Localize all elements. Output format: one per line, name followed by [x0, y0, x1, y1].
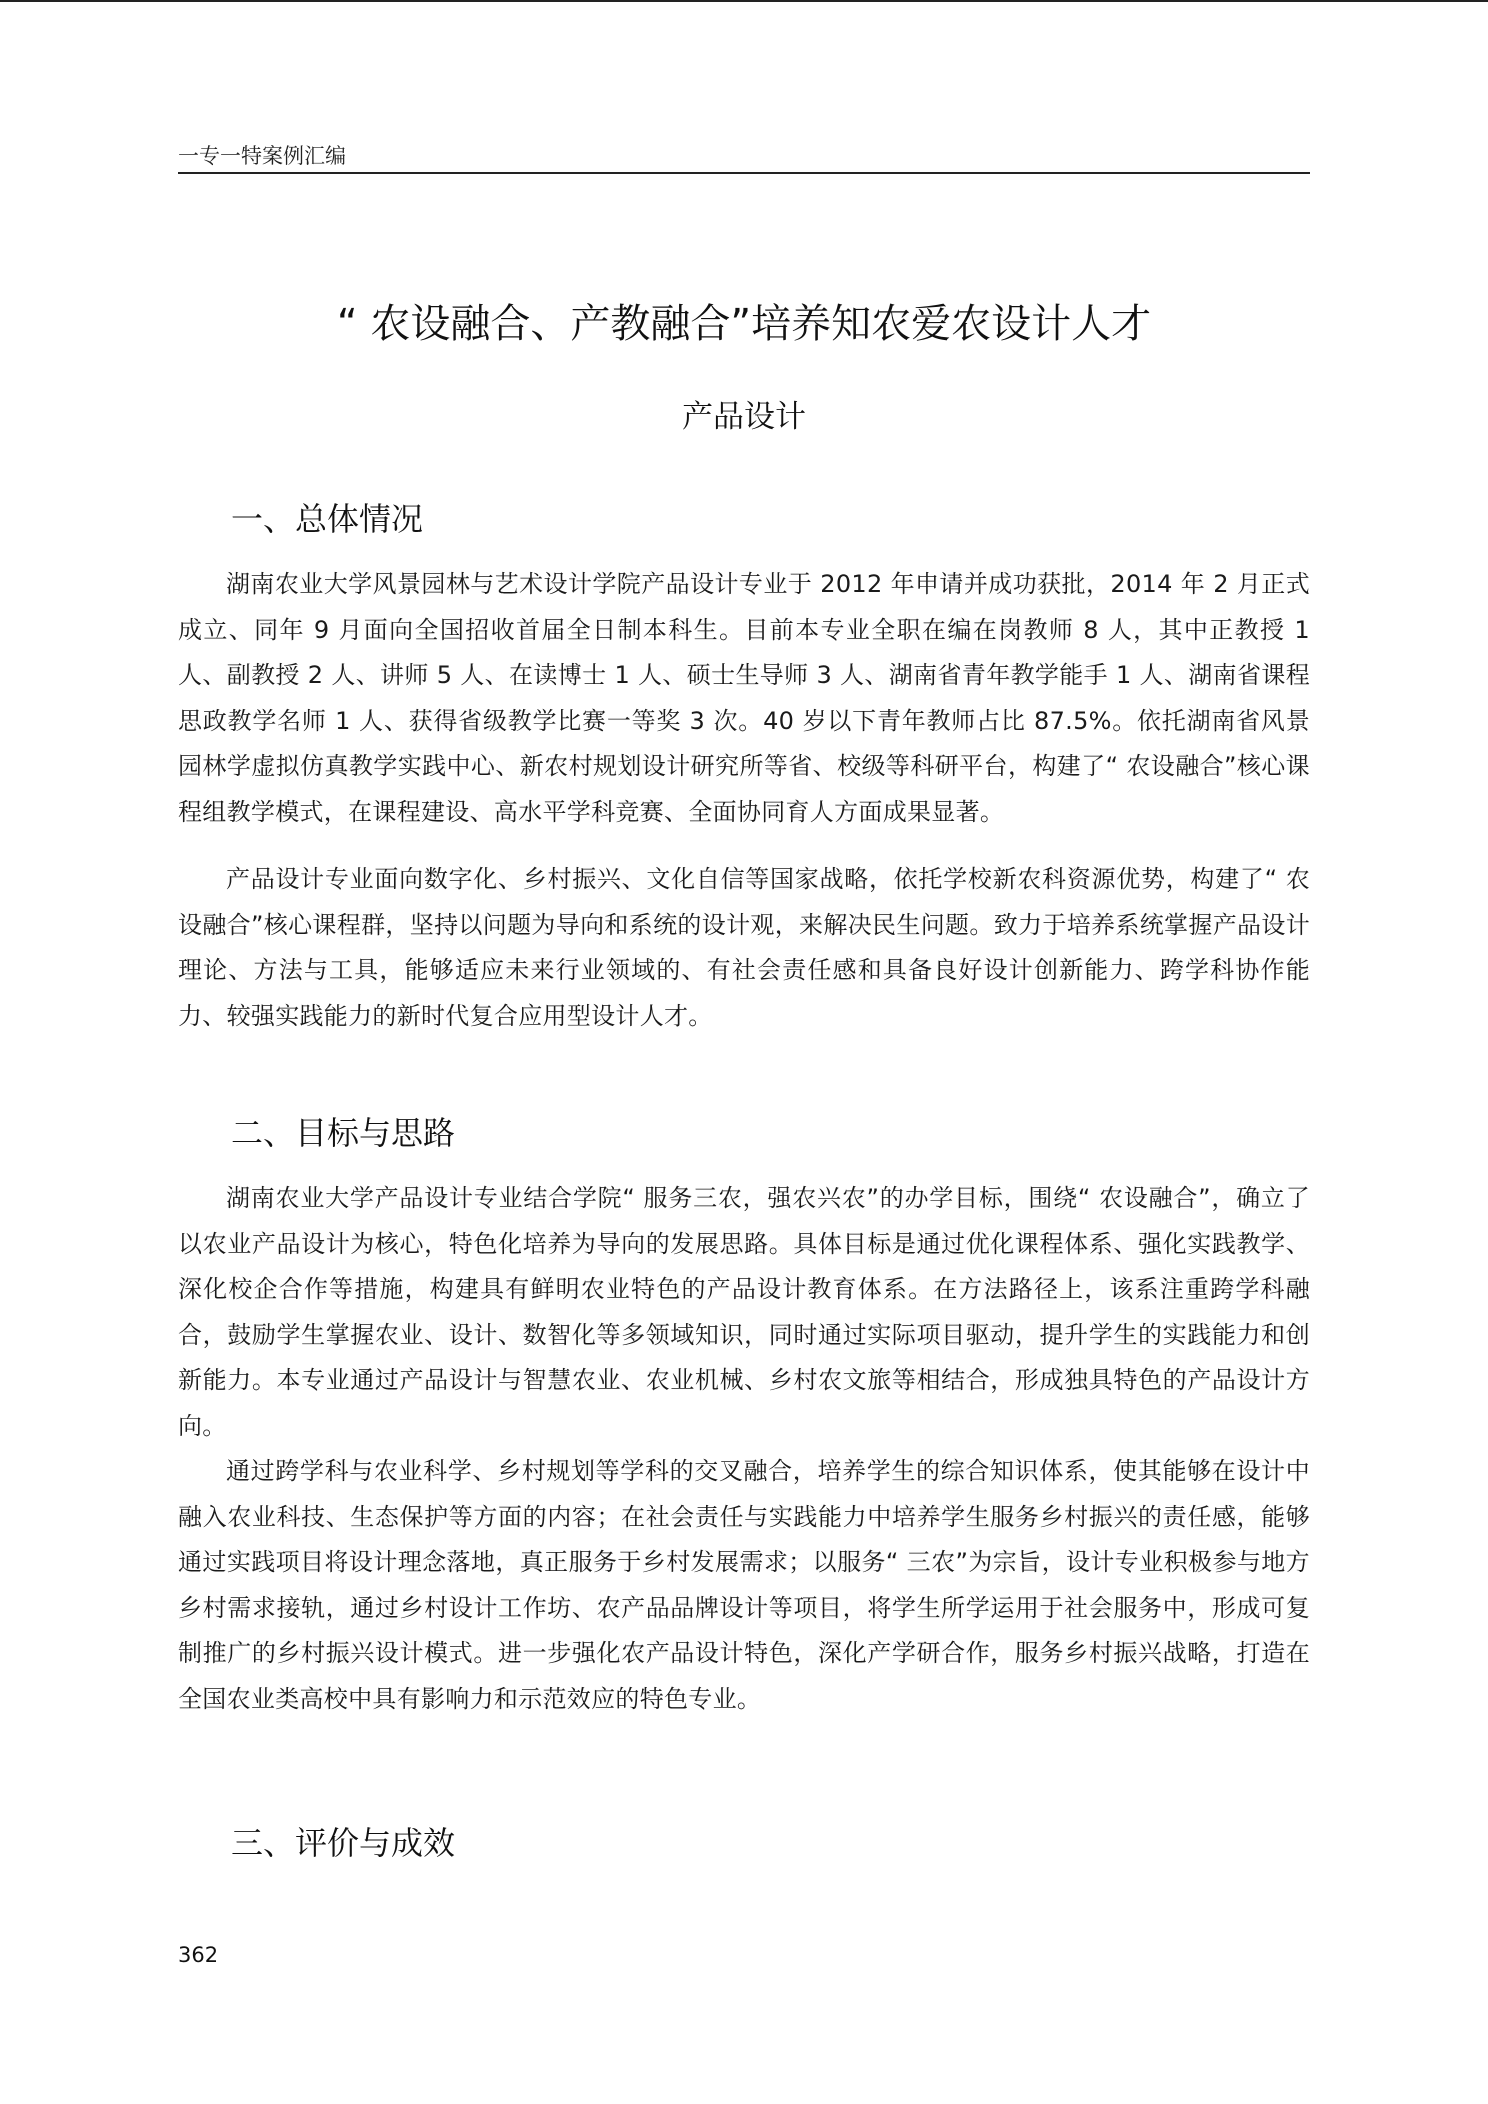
paragraph-goals-1: 湖南农业大学产品设计专业结合学院“ 服务三农，强农兴农”的办学目标，围绕“ 农设融合”，确立了以农业产品设计为核心，特色化培养为导向的发展思路。具体目标是通过优化课程体系、强化实践教学、深化校企合作等措施，构建具有鲜明农业特色的产品设计教育体系。在方法路径上，该系注重跨学科融合，鼓励学生掌握农业、设计、数智化等多领域知识，同时通过实际项目驱动，提升学生的实践能力和创新能力。本专业通过产品设计与智慧农业、农业机械、乡村农文旅等相结合，形成独具特色的产品设计方向。 [178, 1184, 1310, 1440]
page-number: 362 [178, 1943, 219, 1967]
paragraph-goals-2: 通过跨学科与农业科学、乡村规划等学科的交叉融合，培养学生的综合知识体系，使其能够在设计中融入农业科技、生态保护等方面的内容；在社会责任与实践能力中培养学生服务乡村振兴的责任感，能够通过实践项目将设计理念落地，真正服务于乡村发展需求；以服务“ 三农”为宗旨，设计专业积极参与地方乡村需求接轨，通过乡村设计工作坊、农产品品牌设计等项目，将学生所学运用于社会服务中，形成可复制推广的乡村振兴设计模式。进一步强化农产品设计特色，深化产学研合作，服务乡村振兴战略，打造在全国农业类高校中具有影响力和示范效应的特色专业。 [178, 1457, 1310, 1713]
section-heading-goals: 二、目标与思路 [231, 1114, 456, 1152]
paragraph-overview-1: 湖南农业大学风景园林与艺术设计学院产品设计专业于 2012 年申请并成功获批，2014 年 2 月正式成立、同年 9 月面向全国招收首届全日制本科生。目前本专业全职在编在岗教师 8 人，其中正教授 1 人、副教授 2 人、讲师 5 人、在读博士 1 人、硕士生导师 3 人、湖南省青年教学能手 1 人、湖南省课程思政教学名师 1 人、获得省级教学比赛一等奖 3 次。40 岁以下青年教师占比 87.5%。依托湖南省风景园林学虚拟仿真教学实践中心、新农村规划设计研究所等省、校级等科研平台，构建了“ 农设融合”核心课程组教学模式，在课程建设、高水平学科竞赛、全面协同育人方面成果显著。 [178, 570, 1310, 826]
running-header: 一专一特案例汇编 [178, 144, 346, 168]
paragraph-overview-2: 产品设计专业面向数字化、乡村振兴、文化自信等国家战略，依托学校新农科资源优势，构建了“ 农设融合”核心课程群，坚持以问题为导向和系统的设计观，来解决民生问题。致力于培养系统掌握产品设计理论、方法与工具，能够适应未来行业领域的、有社会责任感和具备良好设计创新能力、跨学科协作能力、较强实践能力的新时代复合应用型设计人才。 [178, 865, 1310, 1030]
page-title: “ 农设融合、产教融合”培养知农爱农设计人才 [336, 301, 1152, 347]
section-heading-evaluation: 三、评价与成效 [231, 1824, 456, 1862]
page-top-border [0, 0, 1488, 2]
header-rule [178, 172, 1310, 174]
page-subtitle: 产品设计 [682, 399, 806, 435]
section-heading-overview: 一、总体情况 [231, 500, 424, 538]
